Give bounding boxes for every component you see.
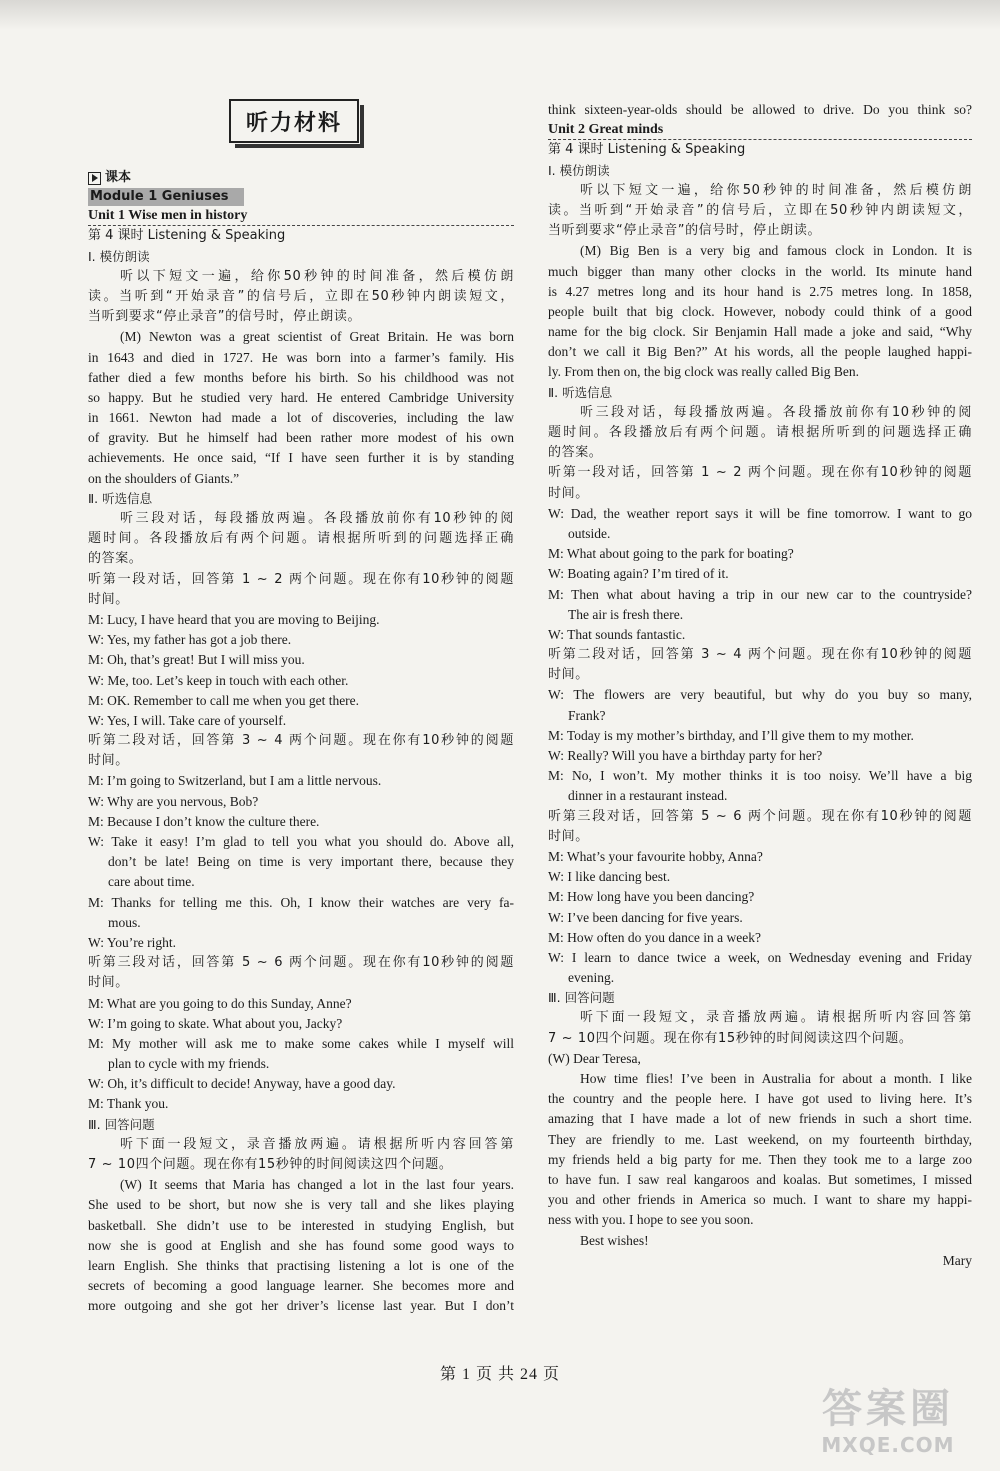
text-line: 听第一段对话，回答第 1 ~ 2 两个问题。现在你有10秒钟的阅题: [548, 465, 972, 481]
text-line: W: Take it easy! I’m glad to tell you what you should do. Above all,: [88, 834, 514, 849]
text-line: M: Thank you.: [88, 1096, 169, 1112]
text-line: 听下面一段短文，录音播放两遍。请根据所听内容回答第: [120, 1136, 514, 1152]
unit-heading: Unit 2 Great minds: [548, 120, 972, 140]
text-line: dinner in a restaurant instead.: [568, 788, 728, 804]
text-line: M: How often do you dance in a week?: [548, 929, 761, 945]
text-line: W: Dad, the weather report says it will be fine tomorrow. I want to go: [548, 505, 972, 521]
right-column: [548, 100, 972, 1271]
text-line: my friends held a big party for me. Then they took me to a large zoo: [548, 1151, 972, 1167]
text-line: M: What about going to the park for boating?: [548, 546, 794, 562]
text-line: 时间。: [548, 485, 589, 501]
text-line: W: Really? Will you have a birthday party for her?: [548, 748, 823, 763]
lesson-heading: 第 4 课时 Listening & Speaking: [88, 228, 286, 244]
section-heading: Ⅲ. 回答问题: [88, 1116, 155, 1132]
text-line: 听以下短文一遍，给你50秒钟的时间准备，然后模仿朗: [580, 182, 972, 198]
text-line: M: What’s your favourite hobby, Anna?: [548, 848, 763, 864]
text-line: The air is fresh there.: [568, 606, 684, 622]
text-line: you and other friends in America so much. I want to share my happi-: [548, 1192, 972, 1208]
text-line: 的答案。: [88, 551, 143, 567]
text-line: 7 ~ 10四个问题。现在你有15秒钟的时间阅读这四个问题。: [548, 1030, 913, 1046]
text-line: plan to cycle with my friends.: [108, 1056, 270, 1072]
text-line: mous.: [108, 914, 141, 930]
text-line: 听三段对话，每段播放两遍。各段播放前你有10秒钟的阅: [120, 511, 514, 526]
lesson-heading: 第 4 课时 Listening & Speaking: [548, 142, 746, 158]
text-line: 时间。: [548, 828, 589, 844]
text-line: W: Me, too. Let’s keep in touch with each other.: [88, 672, 349, 688]
text-line: of gravity. But he himself had been rather more modest of his own: [88, 430, 514, 446]
text-line: M: I’m going to Switzerland, but I am a little nervous.: [88, 773, 382, 789]
text-line: 时间。: [88, 975, 129, 991]
text-line: W: The flowers are very beautiful, but why do you buy so many,: [548, 687, 972, 703]
text-line: 听第三段对话，回答第 5 ~ 6 两个问题。现在你有10秒钟的阅题: [548, 808, 972, 824]
text-line: W: I learn to dance twice a week, on Wednesday evening and Friday: [548, 949, 972, 965]
section-heading: Ⅲ. 回答问题: [548, 990, 615, 1006]
text-line: on the shoulders of Giants.”: [88, 470, 240, 486]
text-line: M: What are you going to do this Sunday, Anne?: [88, 995, 352, 1011]
page-footer: 第 1 页 共 24 页: [439, 1366, 560, 1383]
text-line: 题时间。各段播放后有两个问题。请根据所听到的问题选择正确: [88, 531, 514, 547]
text-line: They are friendly to me. Last weekend, on my fourteenth birthday,: [548, 1131, 972, 1147]
text-line: W: Why are you nervous, Bob?: [88, 793, 259, 809]
text-line: She used to be short, but now she is very tall and she likes playing: [88, 1197, 514, 1213]
text-line: W: I’m going to skate. What about you, Jacky?: [88, 1015, 343, 1031]
watermark-main: 答案圈: [822, 1386, 954, 1432]
text-line: W: I’ve been dancing for five years.: [548, 909, 743, 925]
text-line: ness with you. I hope to see you soon.: [548, 1212, 754, 1228]
text-line: Frank?: [568, 707, 606, 723]
text-line: W: That sounds fantastic.: [548, 626, 686, 642]
textbook-tag: [88, 168, 514, 188]
text-line: father died a few months before his birth. So his childhood was not: [88, 369, 514, 385]
text-line: Best wishes!: [580, 1232, 649, 1248]
scan-edge-shadow: [0, 0, 1000, 30]
text-line: 听下面一段短文，录音播放两遍。请根据所听内容回答第: [580, 1010, 972, 1026]
text-line: 的答案。: [548, 445, 603, 461]
text-line: 读。当听到“开始录音”的信号后，立即在50秒钟内朗读短文，: [548, 202, 972, 218]
text-line: (M) Newton was a great scientist of Great Britain. He was born: [120, 329, 514, 345]
text-line: W: I like dancing best.: [548, 869, 671, 885]
text-line: to have fun. I saw real kangaroos and koalas. But sometimes, I missed: [548, 1171, 972, 1187]
text-line: don’t we call it Big Ben?” At his words, all the people laughed happi-: [548, 344, 972, 360]
text-line: 时间。: [88, 591, 129, 607]
text-line: (W) It seems that Maria has changed a lot in the last four years.: [120, 1177, 514, 1193]
text-line: M: Because I don’t know the culture there.: [88, 813, 320, 829]
text-line: the country and the people here. I have got used to living here. It’s: [548, 1091, 972, 1107]
text-line: 题时间。各段播放后有两个问题。请根据所听到的问题选择正确: [548, 425, 972, 440]
text-line: W: Yes, I will. Take care of yourself.: [88, 712, 287, 728]
watermark-logo: [788, 1385, 988, 1463]
text-line: 听以下短文一遍，给你50秒钟的时间准备，然后模仿朗: [120, 268, 514, 284]
text-line: W: Boating again? I’m tired of it.: [548, 566, 729, 582]
text-line: M: My mother will ask me to make some cakes while I myself will: [88, 1035, 514, 1051]
text-line: M: How long have you been dancing?: [548, 889, 755, 905]
text-line: M: Lucy, I have heard that you are moving to Beijing.: [88, 611, 380, 627]
text-line: learn English. She thinks that practising listening a lot is one of the: [88, 1257, 514, 1273]
watermark-sub: MXQE.COM: [821, 1433, 955, 1457]
text-line: amazing that I have made a lot of new friends in such a short time.: [548, 1111, 972, 1127]
unit-heading: Unit 1 Wise men in history: [88, 206, 514, 226]
text-line: achievements. He once said, “If I have seen further it is by standing: [88, 450, 514, 466]
text-line: 听第二段对话，回答第 3 ~ 4 两个问题。现在你有10秒钟的阅题: [548, 647, 972, 663]
text-line: M: Thanks for telling me this. Oh, I know their watches are very fa-: [88, 894, 514, 910]
text-line: 听第三段对话，回答第 5 ~ 6 两个问题。现在你有10秒钟的阅题: [88, 955, 514, 971]
module-heading: Module 1 Geniuses: [88, 188, 244, 206]
section-heading: Ⅰ. 模仿朗读: [88, 248, 150, 264]
text-line: so happy. But he studied very hard. He entered Cambridge University: [88, 389, 514, 405]
text-line: W: You’re right.: [88, 934, 176, 950]
text-line: evening.: [568, 970, 615, 986]
text-line: (M) Big Ben is a very big and famous clock in London. It is: [580, 243, 972, 259]
text-line: care about time.: [108, 874, 195, 890]
text-line: outside.: [568, 525, 611, 541]
text-line: is 4.27 metres long and its hour hand is 2.75 metres long. In 1858,: [548, 283, 972, 299]
text-line: 听第二段对话，回答第 3 ~ 4 两个问题。现在你有10秒钟的阅题: [88, 733, 514, 749]
play-icon: [88, 172, 101, 185]
text-line: M: Today is my mother’s birthday, and I’ll give them to my mother.: [548, 727, 914, 743]
text-line: basketball. She didn’t use to be interested in studying English, but: [88, 1217, 514, 1233]
section-heading: Ⅱ. 听选信息: [548, 384, 613, 400]
text-line: M: No, I won’t. My mother thinks it is too noisy. We’ll have a big: [548, 768, 972, 784]
text-line: M: Then what about having a trip in our new car to the countryside?: [548, 586, 972, 602]
page-title: 听力材料: [229, 99, 359, 143]
text-line: more outgoing and she got her driver’s license last year. But I don’t: [88, 1298, 514, 1314]
textbook-tag-label: 课本: [105, 170, 132, 185]
left-column: [88, 168, 514, 1317]
text-line: name for the big clock. Sir Benjamin Hall made a joke and said, “Why: [548, 324, 972, 340]
text-line: ly. From then on, the big clock was really called Big Ben.: [548, 364, 860, 380]
text-line: 听三段对话，每段播放两遍。各段播放前你有10秒钟的阅: [580, 404, 972, 420]
text-line: Mary: [942, 1252, 972, 1268]
text-line: don’t be late! Being on time is very important there, because they: [108, 854, 514, 870]
text-line: 7 ~ 10四个问题。现在你有15秒钟的时间阅读这四个问题。: [88, 1157, 453, 1172]
text-line: W: Yes, my father has got a job there.: [88, 632, 292, 648]
text-line: 听第一段对话，回答第 1 ~ 2 两个问题。现在你有10秒钟的阅题: [88, 571, 514, 587]
text-line: 时间。: [548, 667, 589, 683]
section-heading: Ⅰ. 模仿朗读: [548, 162, 610, 178]
text-line: in 1643 and died in 1727. He was born into a farmer’s family. His: [88, 349, 514, 365]
section-heading: Ⅱ. 听选信息: [88, 490, 153, 506]
text-line: people built that big clock. However, nobody could think of a good: [548, 303, 972, 319]
text-line: 时间。: [88, 753, 129, 769]
text-line: How time flies! I’ve been in Australia for about a month. I like: [580, 1071, 972, 1086]
text-line: 当听到要求“停止录音”的信号时，停止朗读。: [548, 223, 822, 239]
text-line: W: Oh, it’s difficult to decide! Anyway, have a good day.: [88, 1076, 396, 1092]
text-line: M: Oh, that’s great! But I will miss you.: [88, 652, 305, 668]
text-line: think sixteen-year-olds should be allowed to drive. Do you think so?: [548, 102, 972, 117]
text-line: much bigger than many other clocks in the world. Its minute hand: [548, 263, 972, 279]
text-line: (W) Dear Teresa,: [548, 1050, 641, 1066]
text-line: in 1661. Newton had made a lot of discoveries, including the law: [88, 410, 514, 426]
text-line: 当听到要求“停止录音”的信号时，停止朗读。: [88, 309, 362, 325]
text-line: secrets of becoming a good language learner. She becomes more and: [88, 1278, 514, 1294]
text-line: now she is good at English and she has found some good ways to: [88, 1237, 514, 1253]
text-line: 读。当听到“开始录音”的信号后，立即在50秒钟内朗读短文，: [88, 288, 514, 304]
text-line: M: OK. Remember to call me when you get there.: [88, 692, 360, 708]
